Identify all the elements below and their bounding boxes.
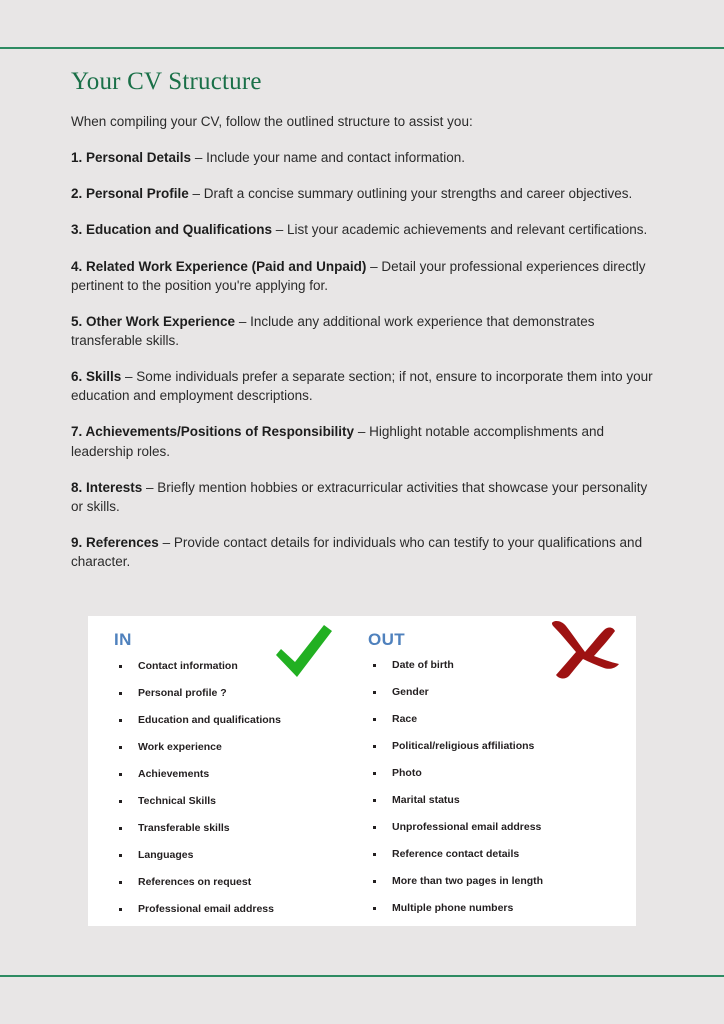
structure-item bbox=[71, 184, 653, 203]
structure-item-label: 3. Education and Qualifications bbox=[71, 222, 273, 238]
list-item: Professional email address bbox=[114, 904, 364, 915]
list-item: Race bbox=[368, 714, 618, 725]
structure-item bbox=[71, 367, 653, 405]
list-item: Multiple phone numbers bbox=[368, 903, 618, 914]
structure-item-description: – Draft a concise summary outlining your strengths and career objectives. bbox=[188, 186, 633, 202]
structure-item bbox=[71, 312, 653, 350]
structure-item-description: – List your academic achievements and relevant certifications. bbox=[272, 222, 648, 238]
structure-item-label: 7. Achievements/Positions of Responsibility bbox=[71, 424, 355, 440]
document-content bbox=[71, 68, 653, 588]
structure-item-label: 6. Skills bbox=[71, 369, 122, 385]
list-item: Work experience bbox=[114, 742, 364, 753]
red-cross-icon bbox=[540, 618, 622, 684]
list-item: Languages bbox=[114, 850, 364, 861]
list-item: Photo bbox=[368, 768, 618, 779]
list-item: Achievements bbox=[114, 769, 364, 780]
bottom-divider-rule bbox=[0, 975, 724, 977]
structure-item-label: 5. Other Work Experience bbox=[71, 313, 236, 329]
structure-item bbox=[71, 422, 653, 460]
structure-item bbox=[71, 533, 653, 571]
out-column-heading: OUT bbox=[368, 630, 406, 649]
list-item: Unprofessional email address bbox=[368, 822, 618, 833]
structure-item-label: 1. Personal Details bbox=[71, 150, 192, 166]
structure-item-label: 8. Interests bbox=[71, 479, 143, 495]
list-item: References on request bbox=[114, 877, 364, 888]
page-title: Your CV Structure bbox=[71, 68, 262, 95]
structure-item-description: – Briefly mention hobbies or extracurricular activities that showcase your personality or skills. bbox=[71, 479, 648, 514]
out-column-list bbox=[368, 660, 618, 914]
in-column-heading: IN bbox=[114, 630, 132, 649]
structure-item bbox=[71, 148, 653, 167]
list-item: Personal profile ? bbox=[114, 688, 364, 699]
structure-item-description: – Detail your professional experiences directly pertinent to the position you're applying for. bbox=[71, 258, 646, 293]
intro-paragraph: When compiling your CV, follow the outlined structure to assist you: bbox=[71, 113, 473, 129]
structure-item-description: – Include any additional work experience that demonstrates transferable skills. bbox=[71, 313, 595, 348]
list-item: Technical Skills bbox=[114, 796, 364, 807]
top-divider-rule bbox=[0, 47, 724, 49]
structure-item-label: 4. Related Work Experience (Paid and Unpaid) bbox=[71, 258, 367, 274]
structure-item bbox=[71, 257, 653, 295]
structure-item-label: 9. References bbox=[71, 535, 159, 551]
list-item: Education and qualifications bbox=[114, 715, 364, 726]
list-item: More than two pages in length bbox=[368, 876, 618, 887]
list-item: Political/religious affiliations bbox=[368, 741, 618, 752]
structure-item bbox=[71, 220, 653, 239]
in-out-graphic bbox=[88, 616, 636, 926]
in-column-list bbox=[114, 661, 364, 915]
structure-item-label: 2. Personal Profile bbox=[71, 186, 189, 202]
list-item: Reference contact details bbox=[368, 849, 618, 860]
structure-item-description: – Highlight notable accomplishments and leadership roles. bbox=[71, 424, 604, 459]
structure-item bbox=[71, 478, 653, 516]
list-item: Gender bbox=[368, 687, 618, 698]
list-item: Marital status bbox=[368, 795, 618, 806]
list-item: Contact information bbox=[114, 661, 364, 672]
structure-item-description: – Provide contact details for individuals who can testify to your qualifications and character. bbox=[71, 535, 643, 570]
list-item: Date of birth bbox=[368, 660, 618, 671]
structure-item-description: – Include your name and contact information. bbox=[191, 150, 465, 166]
green-check-icon bbox=[273, 622, 335, 682]
structure-item-description: – Some individuals prefer a separate section; if not, ensure to incorporate them into your education and employment descriptions. bbox=[71, 369, 653, 404]
list-item: Transferable skills bbox=[114, 823, 364, 834]
